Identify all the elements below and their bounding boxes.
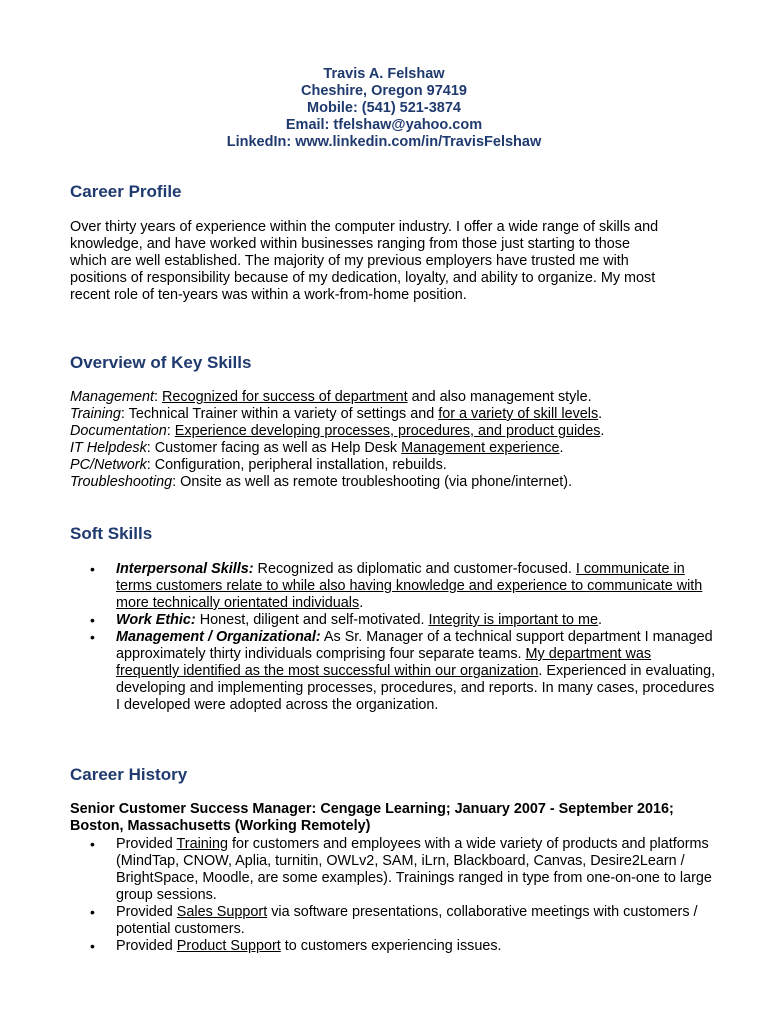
linkedin: LinkedIn: www.linkedin.com/in/TravisFelshaw xyxy=(226,134,542,150)
job-bullets xyxy=(70,836,716,955)
list-item: • Interpersonal Skills: Recognized as diplomatic and customer-focused. I communicate in terms customers relate to while also having knowledge and experience to communicate with more technically orientated individuals. xyxy=(90,561,703,611)
career-history-heading: Career History xyxy=(70,765,188,784)
address: Cheshire, Oregon 97419 xyxy=(300,83,467,99)
bullet: • xyxy=(90,612,95,628)
key-skill-line: PC/Network: Configuration, peripheral installation, rebuilds. xyxy=(70,457,447,473)
list-item: • Work Ethic: Honest, diligent and self-motivated. Integrity is important to me. xyxy=(90,612,603,628)
key-skills-list xyxy=(70,389,710,491)
key-skill-line: Documentation: Experience developing processes, procedures, and product guides. xyxy=(70,423,605,439)
soft-skills-list xyxy=(70,561,716,714)
mobile: Mobile: (541) 521-3874 xyxy=(307,100,461,116)
key-skills-heading: Overview of Key Skills xyxy=(70,353,252,372)
candidate-name: Travis A. Felshaw xyxy=(323,66,445,82)
key-skill-line: Management: Recognized for success of department and also management style. xyxy=(70,389,592,405)
bullet: • xyxy=(90,904,95,920)
list-item: • Provided Product Support to customers experiencing issues. xyxy=(90,938,502,954)
bullet: • xyxy=(90,561,95,577)
soft-skills-heading: Soft Skills xyxy=(70,524,153,543)
list-item: • Provided Sales Support via software presentations, collaborative meetings with customers / potential customers. xyxy=(90,904,698,937)
bullet: • xyxy=(90,629,95,645)
job-title: Senior Customer Success Manager: Cengage Learning; January 2007 - September 2016; Boston, Massachusetts (Working Remotely) xyxy=(70,801,674,834)
key-skill-line: Troubleshooting: Onsite as well as remote troubleshooting (via phone/internet). xyxy=(70,474,573,490)
career-profile-text: Over thirty years of experience within the computer industry. I offer a wide range of skills and knowledge, and have worked within businesses ranging from those just starting to those which are well established. The majority of my previous employers have trusted me with positions of responsibility because of my dedication, loyalty, and ability to organize. My most recent role of ten-years was within a work-from-home position. xyxy=(70,219,659,303)
list-item: • Management / Organizational: As Sr. Manager of a technical support department I managed approximately thirty individuals comprising four separate teams. My department was frequently identified as the most successful within our organization. Experienced in evaluating, developing and implementing processes, procedures, and reports. In many cases, procedures I developed were adopted across the organization. xyxy=(90,629,716,713)
bullet: • xyxy=(90,836,95,852)
key-skill-line: IT Helpdesk: Customer facing as well as Help Desk Management experience. xyxy=(70,440,564,456)
bullet: • xyxy=(90,938,95,954)
career-profile-heading: Career Profile xyxy=(70,182,182,201)
contact-block xyxy=(0,66,768,151)
key-skill-line: Training: Technical Trainer within a variety of settings and for a variety of skill levels. xyxy=(70,406,603,422)
list-item: • Provided Training for customers and employees with a wide variety of products and platforms (MindTap, CNOW, Aplia, turnitin, OWLv2, SAM, iLrn, Blackboard, Canvas, Desire2Learn / BrightSpace, Moodle, are some examples). Trainings ranged in type from one-on-one to large group sessions. xyxy=(90,836,712,903)
email: Email: tfelshaw@yahoo.com xyxy=(285,117,483,133)
